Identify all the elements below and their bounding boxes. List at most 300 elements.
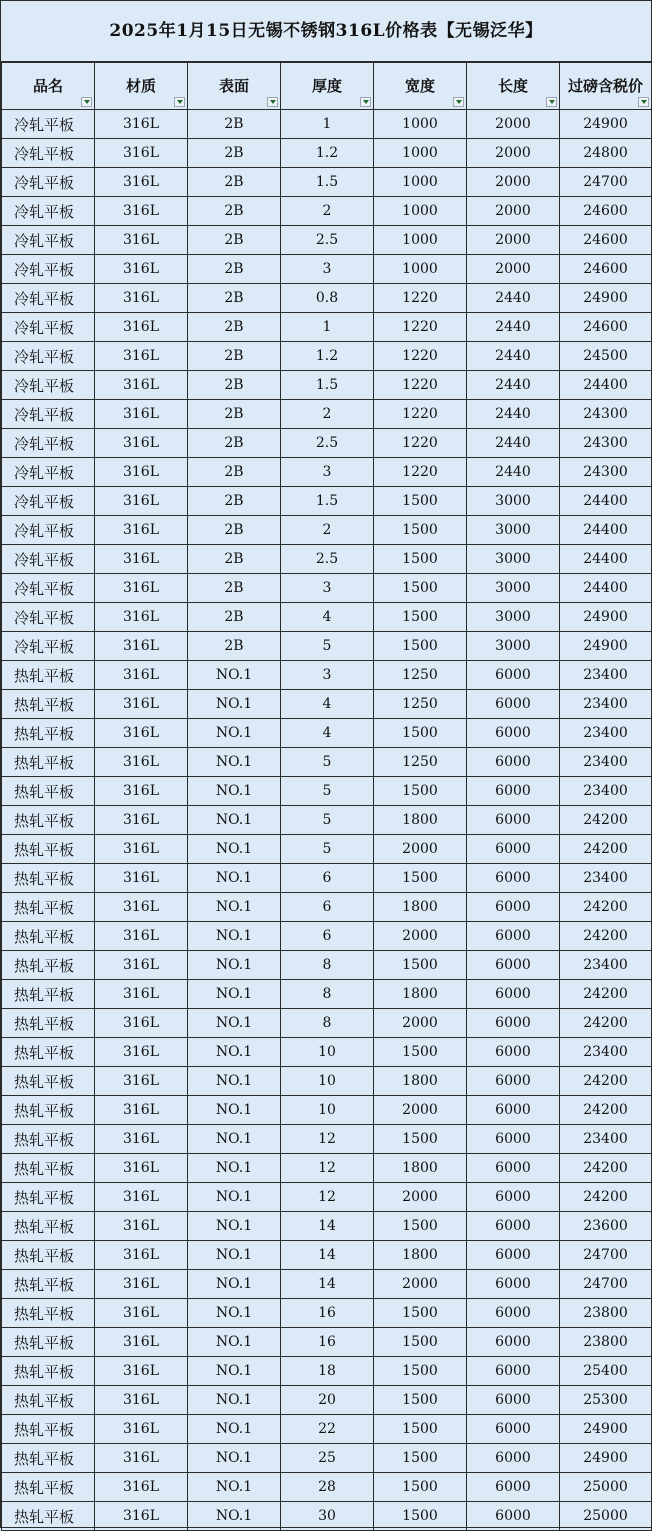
cell-thickness: 4 [281,719,374,748]
cell-thickness: 14 [281,1241,374,1270]
cell-width: 1500 [374,1357,467,1386]
cell-product-name: 热轧平板 [2,1415,95,1444]
cell-product-name: 冷轧平板 [2,516,95,545]
cell-price: 24600 [560,255,652,284]
cell-width: 1220 [374,429,467,458]
cell-material: 316L [95,893,188,922]
cell-thickness: 5 [281,835,374,864]
header-price [560,63,652,110]
cell-width: 1500 [374,574,467,603]
cell-material: 316L [95,574,188,603]
cell-material: 316L [95,603,188,632]
cell-product-name: 热轧平板 [2,893,95,922]
cell-material: 316L [95,168,188,197]
cell-width: 1500 [374,1502,467,1531]
cell-width: 1220 [374,371,467,400]
filter-dropdown-icon[interactable] [453,97,464,107]
cell-thickness: 10 [281,1038,374,1067]
cell-width: 2000 [374,1096,467,1125]
cell-thickness: 8 [281,951,374,980]
cell-price: 23400 [560,1038,652,1067]
cell-length: 6000 [467,1212,560,1241]
header-width [374,63,467,110]
cell-product-name: 热轧平板 [2,1270,95,1299]
cell-price: 23400 [560,951,652,980]
cell-thickness: 16 [281,1328,374,1357]
cell-surface: 2B [188,226,281,255]
cell-material: 316L [95,864,188,893]
cell-material: 316L [95,1212,188,1241]
table-row [2,777,652,806]
table-body [2,110,652,1531]
table-row [2,1299,652,1328]
table-row [2,1067,652,1096]
cell-surface: 2B [188,139,281,168]
cell-surface: 2B [188,255,281,284]
cell-length: 6000 [467,1038,560,1067]
cell-length: 6000 [467,951,560,980]
cell-product-name: 冷轧平板 [2,139,95,168]
cell-surface: NO.1 [188,690,281,719]
cell-material: 316L [95,400,188,429]
cell-material: 316L [95,197,188,226]
cell-product-name: 冷轧平板 [2,313,95,342]
cell-price: 24800 [560,139,652,168]
cell-material: 316L [95,516,188,545]
cell-thickness: 28 [281,1473,374,1502]
cell-width: 1000 [374,168,467,197]
cell-width: 1000 [374,255,467,284]
table-row [2,1357,652,1386]
cell-product-name: 热轧平板 [2,1444,95,1473]
cell-product-name: 冷轧平板 [2,545,95,574]
cell-thickness: 16 [281,1299,374,1328]
cell-thickness: 2.5 [281,545,374,574]
cell-price: 25000 [560,1473,652,1502]
cell-thickness: 3 [281,255,374,284]
cell-thickness: 3 [281,661,374,690]
cell-material: 316L [95,110,188,139]
cell-length: 6000 [467,719,560,748]
cell-material: 316L [95,922,188,951]
cell-thickness: 10 [281,1067,374,1096]
cell-thickness: 20 [281,1386,374,1415]
cell-length: 2440 [467,458,560,487]
cell-width: 2000 [374,1183,467,1212]
cell-length: 6000 [467,661,560,690]
cell-product-name: 冷轧平板 [2,197,95,226]
cell-material: 316L [95,371,188,400]
cell-material: 316L [95,487,188,516]
cell-material: 316L [95,226,188,255]
cell-material: 316L [95,545,188,574]
cell-thickness: 14 [281,1270,374,1299]
cell-width: 1500 [374,632,467,661]
table-row [2,400,652,429]
cell-length: 6000 [467,1473,560,1502]
cell-price: 24700 [560,1241,652,1270]
cell-width: 1500 [374,1328,467,1357]
cell-material: 316L [95,690,188,719]
cell-material: 316L [95,806,188,835]
cell-width: 1500 [374,777,467,806]
cell-price: 24300 [560,429,652,458]
table-row [2,284,652,313]
cell-price: 25400 [560,1357,652,1386]
cell-width: 1220 [374,313,467,342]
cell-length: 2000 [467,226,560,255]
table-row [2,1125,652,1154]
cell-surface: 2B [188,400,281,429]
cell-thickness: 5 [281,748,374,777]
cell-thickness: 5 [281,806,374,835]
table-row [2,313,652,342]
cell-material: 316L [95,1502,188,1531]
cell-thickness: 6 [281,893,374,922]
table-row [2,980,652,1009]
cell-price: 24400 [560,516,652,545]
cell-surface: 2B [188,487,281,516]
table-row [2,719,652,748]
cell-product-name: 热轧平板 [2,748,95,777]
cell-surface: NO.1 [188,951,281,980]
cell-material: 316L [95,661,188,690]
cell-thickness: 8 [281,1009,374,1038]
cell-price: 24200 [560,835,652,864]
cell-thickness: 0.8 [281,284,374,313]
cell-length: 6000 [467,922,560,951]
cell-thickness: 10 [281,1096,374,1125]
cell-surface: NO.1 [188,1415,281,1444]
cell-price: 23400 [560,690,652,719]
cell-surface: NO.1 [188,893,281,922]
cell-length: 6000 [467,1009,560,1038]
cell-length: 6000 [467,864,560,893]
cell-length: 2440 [467,313,560,342]
cell-surface: NO.1 [188,1241,281,1270]
cell-thickness: 14 [281,1212,374,1241]
table-row [2,1270,652,1299]
cell-product-name: 热轧平板 [2,1183,95,1212]
cell-surface: NO.1 [188,1154,281,1183]
cell-thickness: 2.5 [281,429,374,458]
cell-surface: NO.1 [188,835,281,864]
cell-length: 6000 [467,1183,560,1212]
cell-price: 23400 [560,1125,652,1154]
cell-price: 23800 [560,1299,652,1328]
cell-length: 6000 [467,1328,560,1357]
cell-price: 24200 [560,922,652,951]
cell-thickness: 4 [281,690,374,719]
cell-price: 23400 [560,661,652,690]
cell-length: 2000 [467,110,560,139]
cell-material: 316L [95,255,188,284]
table-row [2,1183,652,1212]
cell-product-name: 冷轧平板 [2,458,95,487]
header-label: 表面 [218,76,249,95]
cell-length: 3000 [467,632,560,661]
table-row [2,1154,652,1183]
cell-price: 24200 [560,1183,652,1212]
cell-surface: NO.1 [188,1386,281,1415]
cell-thickness: 2 [281,400,374,429]
cell-width: 1220 [374,342,467,371]
cell-length: 6000 [467,835,560,864]
cell-material: 316L [95,835,188,864]
cell-price: 24200 [560,1009,652,1038]
cell-width: 1220 [374,284,467,313]
cell-product-name: 热轧平板 [2,1502,95,1531]
cell-thickness: 5 [281,777,374,806]
table-row [2,487,652,516]
cell-length: 6000 [467,1444,560,1473]
cell-product-name: 冷轧平板 [2,487,95,516]
cell-material: 316L [95,1444,188,1473]
cell-product-name: 热轧平板 [2,951,95,980]
header-material [95,63,188,110]
cell-width: 1000 [374,197,467,226]
table-row [2,603,652,632]
table-row [2,1473,652,1502]
cell-thickness: 3 [281,574,374,603]
cell-length: 3000 [467,545,560,574]
cell-length: 6000 [467,1270,560,1299]
cell-product-name: 热轧平板 [2,1386,95,1415]
table-row [2,110,652,139]
cell-product-name: 热轧平板 [2,690,95,719]
cell-length: 6000 [467,1502,560,1531]
cell-width: 2000 [374,1270,467,1299]
cell-thickness: 8 [281,980,374,1009]
cell-surface: 2B [188,429,281,458]
cell-length: 2000 [467,255,560,284]
table-row [2,371,652,400]
table-row [2,835,652,864]
cell-width: 1800 [374,980,467,1009]
filter-dropdown-icon[interactable] [81,97,92,107]
cell-surface: 2B [188,313,281,342]
cell-width: 1000 [374,226,467,255]
header-row [2,63,652,110]
cell-product-name: 冷轧平板 [2,400,95,429]
filter-dropdown-icon[interactable] [546,97,557,107]
cell-surface: NO.1 [188,1067,281,1096]
cell-product-name: 冷轧平板 [2,255,95,284]
cell-surface: NO.1 [188,864,281,893]
cell-surface: 2B [188,632,281,661]
filter-dropdown-icon[interactable] [638,97,649,107]
filter-dropdown-icon[interactable] [174,97,185,107]
cell-surface: NO.1 [188,748,281,777]
cell-material: 316L [95,284,188,313]
cell-length: 6000 [467,777,560,806]
cell-length: 6000 [467,1125,560,1154]
cell-width: 1800 [374,1154,467,1183]
cell-price: 23400 [560,777,652,806]
header-label: 宽度 [404,76,435,95]
table-row [2,429,652,458]
table-row [2,690,652,719]
cell-product-name: 冷轧平板 [2,603,95,632]
cell-length: 3000 [467,487,560,516]
cell-surface: NO.1 [188,1502,281,1531]
cell-thickness: 12 [281,1125,374,1154]
cell-price: 24200 [560,980,652,1009]
cell-material: 316L [95,980,188,1009]
cell-length: 2440 [467,429,560,458]
cell-material: 316L [95,1473,188,1502]
cell-material: 316L [95,1125,188,1154]
cell-length: 2440 [467,371,560,400]
cell-price: 24900 [560,1444,652,1473]
cell-surface: 2B [188,284,281,313]
cell-material: 316L [95,1328,188,1357]
cell-width: 1500 [374,1038,467,1067]
cell-price: 24400 [560,487,652,516]
cell-material: 316L [95,1386,188,1415]
table-row [2,1241,652,1270]
cell-surface: NO.1 [188,1299,281,1328]
cell-price: 23400 [560,748,652,777]
cell-surface: NO.1 [188,1473,281,1502]
cell-length: 3000 [467,516,560,545]
cell-product-name: 冷轧平板 [2,632,95,661]
cell-width: 1800 [374,893,467,922]
cell-product-name: 热轧平板 [2,1241,95,1270]
cell-product-name: 热轧平板 [2,1096,95,1125]
cell-width: 1250 [374,690,467,719]
cell-thickness: 1 [281,313,374,342]
cell-product-name: 热轧平板 [2,864,95,893]
cell-length: 6000 [467,1415,560,1444]
cell-width: 1220 [374,400,467,429]
cell-product-name: 热轧平板 [2,835,95,864]
cell-price: 24400 [560,545,652,574]
cell-width: 1500 [374,719,467,748]
cell-material: 316L [95,951,188,980]
cell-price: 25300 [560,1386,652,1415]
table-row [2,1038,652,1067]
cell-surface: NO.1 [188,1328,281,1357]
table-row [2,516,652,545]
cell-surface: NO.1 [188,922,281,951]
cell-product-name: 热轧平板 [2,661,95,690]
cell-surface: NO.1 [188,1125,281,1154]
table-row [2,951,652,980]
table-row [2,661,652,690]
header-label: 厚度 [311,76,342,95]
cell-length: 2440 [467,342,560,371]
cell-product-name: 热轧平板 [2,1328,95,1357]
cell-surface: 2B [188,574,281,603]
cell-width: 2000 [374,1009,467,1038]
header-label: 长度 [497,76,528,95]
cell-length: 6000 [467,1386,560,1415]
cell-surface: NO.1 [188,1038,281,1067]
cell-thickness: 18 [281,1357,374,1386]
cell-material: 316L [95,1038,188,1067]
cell-thickness: 6 [281,864,374,893]
cell-length: 3000 [467,574,560,603]
cell-thickness: 1.2 [281,139,374,168]
cell-thickness: 22 [281,1415,374,1444]
cell-price: 23400 [560,719,652,748]
sheet-title: 2025年1月15日无锡不锈钢316L价格表【无锡泛华】 [1,1,651,62]
cell-material: 316L [95,1154,188,1183]
cell-surface: 2B [188,110,281,139]
cell-length: 6000 [467,980,560,1009]
cell-length: 6000 [467,806,560,835]
cell-length: 6000 [467,893,560,922]
cell-length: 6000 [467,1357,560,1386]
cell-thickness: 6 [281,922,374,951]
table-row [2,197,652,226]
table-row [2,226,652,255]
cell-price: 23800 [560,1328,652,1357]
filter-dropdown-icon[interactable] [267,97,278,107]
header-product-name [2,63,95,110]
cell-material: 316L [95,719,188,748]
table-row [2,748,652,777]
table-row [2,922,652,951]
cell-material: 316L [95,1183,188,1212]
cell-length: 6000 [467,1154,560,1183]
header-length [467,63,560,110]
cell-width: 1500 [374,545,467,574]
cell-product-name: 热轧平板 [2,719,95,748]
cell-length: 6000 [467,748,560,777]
filter-dropdown-icon[interactable] [360,97,371,107]
cell-thickness: 2 [281,197,374,226]
cell-price: 24300 [560,458,652,487]
cell-surface: NO.1 [188,719,281,748]
cell-price: 24200 [560,806,652,835]
table-row [2,342,652,371]
cell-product-name: 冷轧平板 [2,574,95,603]
cell-product-name: 热轧平板 [2,1154,95,1183]
cell-product-name: 热轧平板 [2,980,95,1009]
cell-material: 316L [95,1357,188,1386]
cell-surface: 2B [188,371,281,400]
cell-width: 1500 [374,864,467,893]
cell-price: 24900 [560,1415,652,1444]
cell-product-name: 冷轧平板 [2,168,95,197]
cell-width: 2000 [374,835,467,864]
cell-surface: 2B [188,603,281,632]
cell-material: 316L [95,139,188,168]
cell-material: 316L [95,1270,188,1299]
cell-price: 24300 [560,400,652,429]
table-row [2,1502,652,1531]
cell-product-name: 冷轧平板 [2,226,95,255]
cell-product-name: 冷轧平板 [2,342,95,371]
cell-price: 24600 [560,226,652,255]
cell-width: 1500 [374,1415,467,1444]
cell-price: 23400 [560,864,652,893]
cell-length: 6000 [467,1096,560,1125]
cell-length: 6000 [467,1067,560,1096]
cell-width: 1220 [374,458,467,487]
cell-width: 1000 [374,110,467,139]
cell-price: 24700 [560,168,652,197]
cell-price: 24900 [560,603,652,632]
cell-width: 1000 [374,139,467,168]
cell-width: 1500 [374,1212,467,1241]
cell-surface: NO.1 [188,777,281,806]
cell-price: 24400 [560,574,652,603]
cell-price: 25000 [560,1502,652,1531]
header-label: 过磅含税价 [567,76,643,95]
